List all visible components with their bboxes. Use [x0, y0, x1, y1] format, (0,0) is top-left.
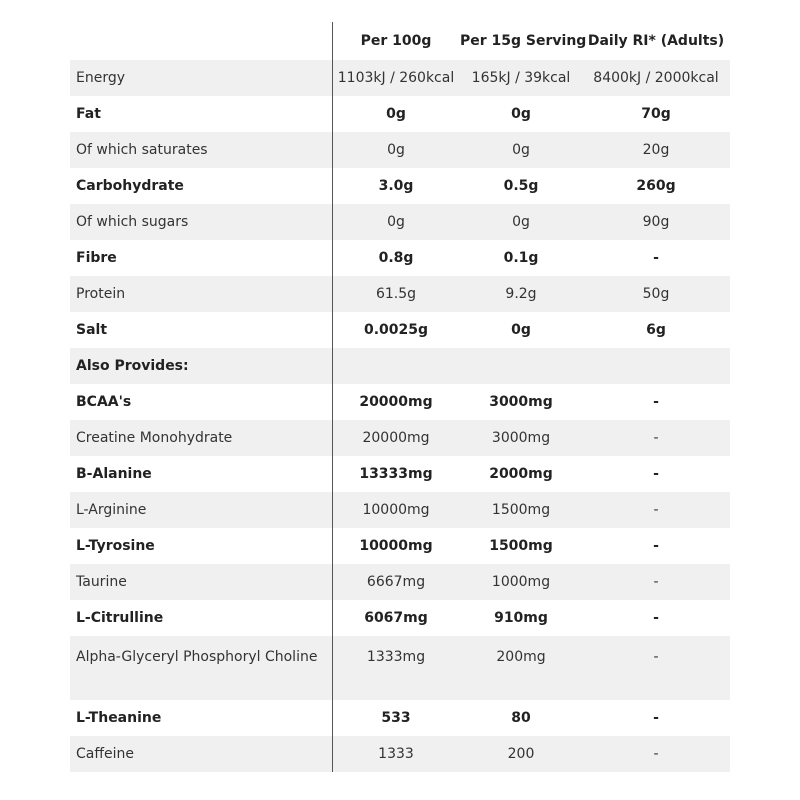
- per-100g-value: 533: [381, 710, 411, 726]
- per-100g-value: 6667mg: [366, 574, 426, 590]
- row-label: Energy: [76, 70, 126, 86]
- header-per-100g: Per 100g: [360, 33, 432, 49]
- per-100g-value: 10000mg: [362, 502, 430, 518]
- row-label: L-Tyrosine: [76, 538, 155, 554]
- table-row: [70, 600, 730, 636]
- table-row: [70, 96, 730, 132]
- per-serving-value: 2000mg: [489, 466, 553, 482]
- daily-ri-value: 20g: [642, 142, 670, 158]
- table-row: [70, 564, 730, 600]
- row-label: Taurine: [76, 574, 127, 590]
- daily-ri-value: 50g: [642, 286, 670, 302]
- daily-ri-value: -: [653, 538, 659, 554]
- per-100g-value: 0.8g: [378, 250, 414, 266]
- row-label: Alpha-Glyceryl Phosphoryl Choline: [76, 649, 318, 665]
- table-body: [70, 60, 730, 772]
- per-serving-value: 1000mg: [491, 574, 551, 590]
- row-label: L-Arginine: [76, 502, 147, 518]
- per-100g-value: 0g: [387, 142, 405, 158]
- per-100g-value: 0.0025g: [363, 322, 429, 338]
- row-label: Creatine Monohydrate: [76, 430, 233, 446]
- row-label: Salt: [76, 322, 108, 338]
- per-100g-value: 3.0g: [378, 178, 414, 194]
- daily-ri-value: -: [653, 250, 659, 266]
- column-divider: [332, 22, 333, 772]
- table-row: [70, 456, 730, 492]
- per-100g-value: 61.5g: [375, 286, 417, 302]
- daily-ri-value: -: [653, 430, 659, 446]
- row-label: BCAA's: [76, 394, 132, 410]
- per-serving-value: 0g: [512, 142, 530, 158]
- per-serving-value: 9.2g: [505, 286, 537, 302]
- daily-ri-value: 8400kJ / 2000kcal: [593, 70, 719, 86]
- per-100g-value: 0g: [387, 214, 405, 230]
- per-serving-value: 200mg: [496, 649, 546, 665]
- per-serving-value: 1500mg: [491, 502, 551, 518]
- row-label: B-Alanine: [76, 466, 152, 482]
- per-serving-value: 3000mg: [491, 430, 551, 446]
- header-per-serving: Per 15g Serving: [460, 33, 587, 49]
- per-serving-value: 80: [511, 710, 531, 726]
- daily-ri-value: -: [653, 466, 659, 482]
- row-label: Also Provides:: [76, 358, 189, 374]
- daily-ri-value: -: [653, 574, 659, 590]
- per-serving-value: 910mg: [494, 610, 548, 626]
- per-100g-value: 1333mg: [366, 649, 426, 665]
- per-serving-value: 0.1g: [503, 250, 539, 266]
- daily-ri-value: -: [653, 394, 659, 410]
- row-label: Caffeine: [76, 746, 134, 762]
- table-row: [70, 636, 730, 700]
- nutrition-table: [70, 22, 730, 772]
- header-daily-ri: Daily RI* (Adults): [587, 33, 725, 49]
- table-row: [70, 492, 730, 528]
- daily-ri-value: -: [653, 710, 659, 726]
- table-row: [70, 168, 730, 204]
- row-label: Carbohydrate: [76, 178, 184, 194]
- daily-ri-value: 260g: [636, 178, 676, 194]
- daily-ri-value: -: [653, 502, 659, 518]
- per-serving-value: 0g: [511, 106, 531, 122]
- daily-ri-value: 90g: [642, 214, 670, 230]
- daily-ri-value: 70g: [641, 106, 671, 122]
- row-label: Fat: [76, 106, 101, 122]
- daily-ri-value: 6g: [646, 322, 666, 338]
- row-label: L-Theanine: [76, 710, 162, 726]
- table-row: [70, 276, 730, 312]
- per-serving-value: 0g: [511, 322, 531, 338]
- table-row: [70, 132, 730, 168]
- table-row: [70, 736, 730, 772]
- table-row: [70, 312, 730, 348]
- per-100g-value: 20000mg: [359, 394, 433, 410]
- row-label: Fibre: [76, 250, 117, 266]
- table-header-row: [70, 22, 730, 60]
- row-label: Of which saturates: [76, 142, 208, 158]
- row-label: Of which sugars: [76, 214, 189, 230]
- per-serving-value: 200: [507, 746, 535, 762]
- table-row: [70, 528, 730, 564]
- table-row: [70, 60, 730, 96]
- row-label: Protein: [76, 286, 126, 302]
- per-100g-value: 10000mg: [359, 538, 433, 554]
- daily-ri-value: -: [653, 746, 659, 762]
- per-100g-value: 6067mg: [364, 610, 428, 626]
- row-label: L-Citrulline: [76, 610, 164, 626]
- per-100g-value: 1333: [378, 746, 414, 762]
- per-100g-value: 13333mg: [359, 466, 433, 482]
- per-100g-value: 1103kJ / 260kcal: [337, 70, 455, 86]
- table-row: [70, 204, 730, 240]
- table-row: [70, 700, 730, 736]
- daily-ri-value: -: [653, 610, 659, 626]
- per-serving-value: 0g: [512, 214, 530, 230]
- per-100g-value: 0g: [386, 106, 406, 122]
- daily-ri-value: -: [653, 649, 659, 665]
- table-row: [70, 348, 730, 384]
- per-serving-value: 1500mg: [489, 538, 553, 554]
- per-100g-value: 20000mg: [362, 430, 430, 446]
- per-serving-value: 165kJ / 39kcal: [471, 70, 571, 86]
- table-row: [70, 384, 730, 420]
- per-serving-value: 3000mg: [489, 394, 553, 410]
- table-row: [70, 420, 730, 456]
- per-serving-value: 0.5g: [503, 178, 539, 194]
- table-row: [70, 240, 730, 276]
